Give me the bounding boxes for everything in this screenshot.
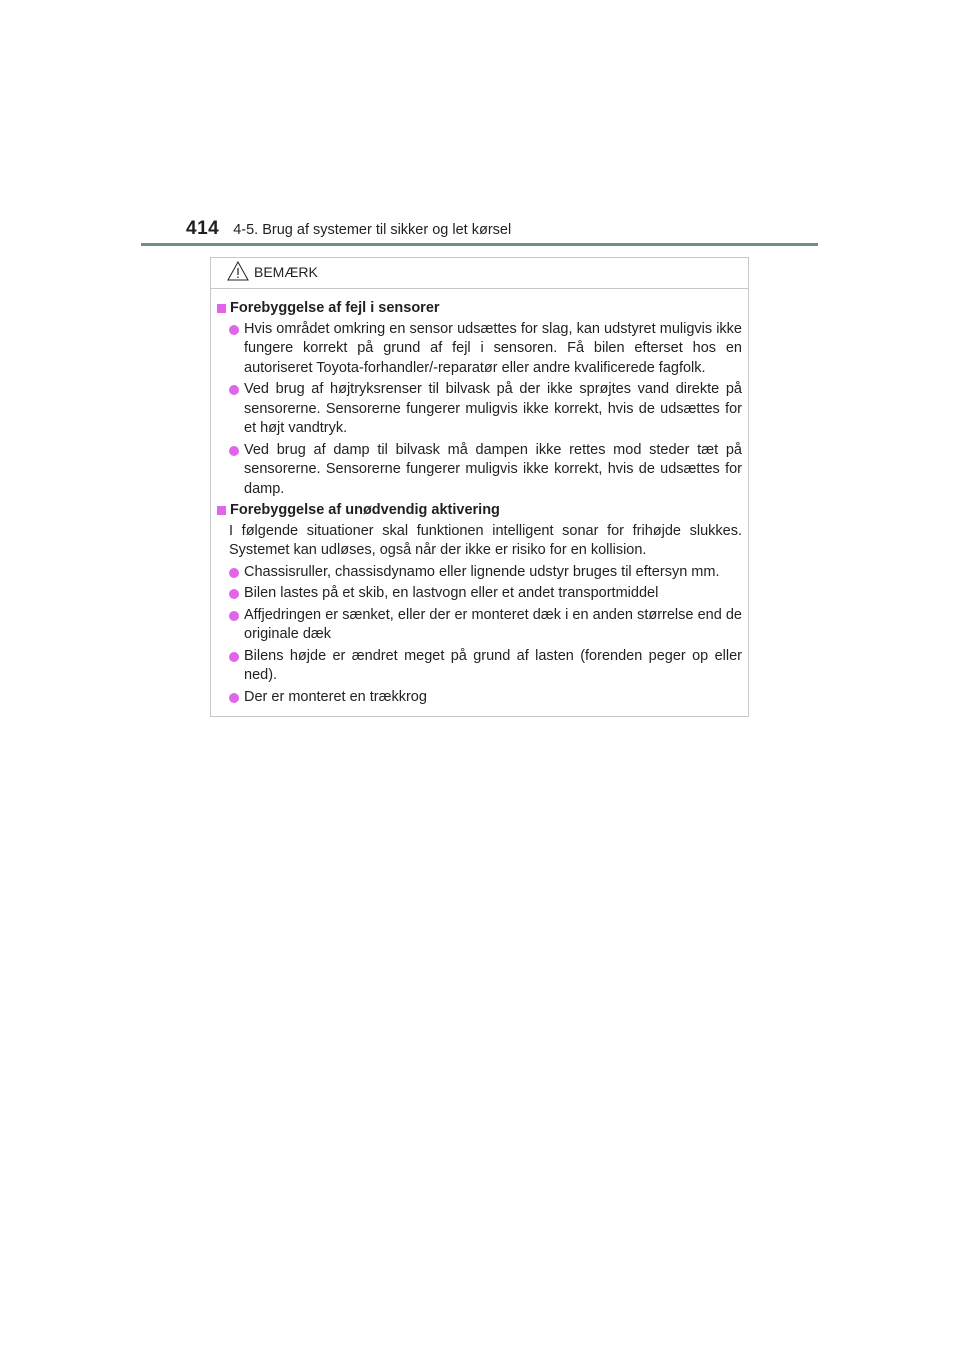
section-heading <box>216 501 742 521</box>
bullet-dot-icon <box>229 568 239 578</box>
list-item-text: Bilens højde er ændret meget på grund af lasten (forenden peger op eller ned). <box>244 647 742 683</box>
notice-header <box>211 258 748 289</box>
notice-box <box>210 257 749 717</box>
section-heading <box>216 299 742 319</box>
list-item-text: Ved brug af damp til bilvask må dampen ikke rettes mod steder tæt på sensorerne. Sensorerne fungerer muligvis ikke korrekt, hvis de udsættes for damp. <box>244 441 742 497</box>
page-number: 414 <box>186 218 220 239</box>
section-title: 4-5. Brug af systemer til sikker og let kørsel <box>233 222 512 238</box>
list-item <box>216 320 742 379</box>
warning-triangle-icon <box>227 261 249 281</box>
list-item <box>216 563 742 583</box>
list-item <box>216 584 742 604</box>
bullet-dot-icon <box>229 385 239 395</box>
header-rule <box>141 243 818 246</box>
section-intro: I følgende situationer skal funktionen intelligent sonar for frihøjde slukkes. Systemet kan udløses, også når der ikke er risiko for en kollision. <box>229 522 742 558</box>
list-item <box>216 688 742 708</box>
list-item-text: Ved brug af højtryksrenser til bilvask på der ikke sprøjtes vand direkte på sensorerne. Sensorerne fungerer muligvis ikke korrekt, hvis de udsættes for et højt vandtryk. <box>244 381 742 436</box>
bullet-dot-icon <box>229 446 239 456</box>
bullet-dot-icon <box>229 611 239 621</box>
list-item <box>216 441 742 500</box>
notice-content <box>216 299 742 709</box>
list-item-text: Der er monteret en trækkrog <box>244 688 427 705</box>
bullet-dot-icon <box>229 693 239 703</box>
list-item <box>216 647 742 686</box>
notice-label: BEMÆRK <box>254 264 318 280</box>
bullet-dot-icon <box>229 325 239 335</box>
square-bullet-icon <box>217 506 226 515</box>
page-header <box>186 218 511 240</box>
list-item <box>216 380 742 439</box>
list-item <box>216 606 742 645</box>
list-item-text: Affjedringen er sænket, eller der er monteret dæk i en anden størrelse end de originale dæk <box>244 606 742 642</box>
section-heading-text: Forebyggelse af fejl i sensorer <box>230 300 440 316</box>
list-item-text: Bilen lastes på et skib, en lastvogn eller et andet transportmiddel <box>244 585 659 601</box>
bullet-dot-icon <box>229 589 239 599</box>
bullet-dot-icon <box>229 652 239 662</box>
list-item-text: Chassisruller, chassisdynamo eller lignende udstyr bruges til eftersyn mm. <box>244 563 720 580</box>
section-heading-text: Forebyggelse af unødvendig aktivering <box>230 502 500 518</box>
list-item-text: Hvis området omkring en sensor udsættes for slag, kan udstyret muligvis ikke fungere korrekt på grund af fejl i sensoren. Få bilen efterset hos en autoriseret Toyota-forhandler/-reparatør eller andre kvalificerede fagfolk. <box>244 320 742 376</box>
square-bullet-icon <box>217 304 226 313</box>
